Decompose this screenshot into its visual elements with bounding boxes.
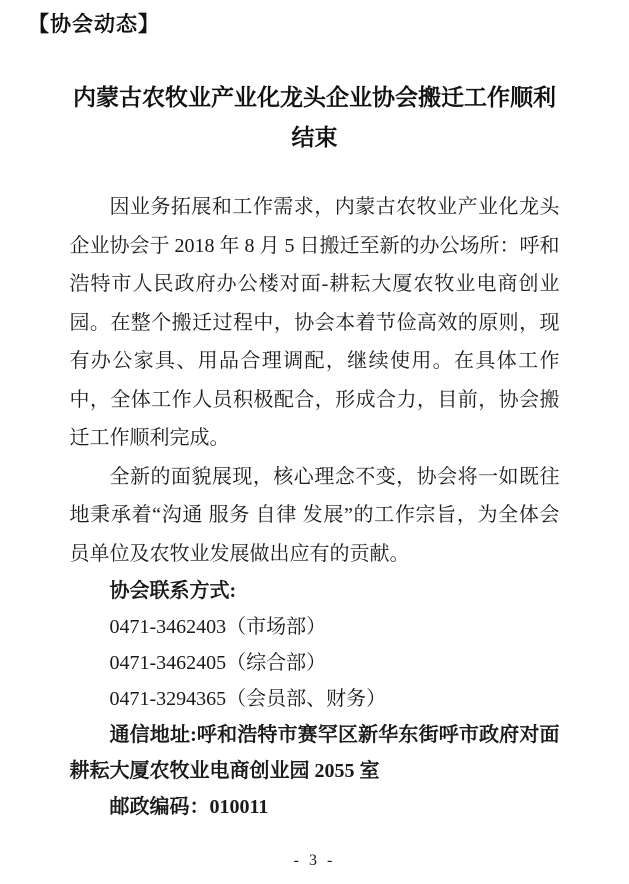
body-paragraph-1: 因业务拓展和工作需求，内蒙古农牧业产业化龙头企业协会于 2018 年 8 月 5 日搬迁至新的办公场所：呼和浩特市人民政府办公楼对面-耕耘大厦农牧业电商创业园。在整个搬迁过程中，协会本着节俭高效的原则，现有办公家具、用品合理调配，继续使用。在具体工作中，全体工作人员积极配合，形成合力，目前，协会搬迁工作顺利完成。: [69, 196, 560, 449]
phone-line-general: 0471-3462405（综合部）: [109, 652, 327, 674]
document-body: [70, 188, 560, 825]
mailing-address: 通信地址:呼和浩特市赛罕区新华东街呼市政府对面耕耘大厦农牧业电商创业园 2055 室: [69, 724, 560, 782]
title-line-2: 结束: [291, 125, 338, 150]
phone-line-members-finance: 0471-3294365（会员部、财务）: [109, 688, 387, 710]
body-paragraph-2: 全新的面貌展现，核心理念不变，协会将一如既往地秉承着“沟通 服务 自律 发展”的工作宗旨，为全体会员单位及农牧业发展做出应有的贡献。: [69, 465, 560, 565]
contact-section: [70, 573, 560, 825]
phone-line-market: 0471-3462403（市场部）: [109, 616, 327, 638]
contact-heading: 协会联系方式:: [109, 580, 237, 602]
postal-code: 邮政编码：010011: [109, 796, 269, 818]
section-label: 【协会动态】: [28, 13, 160, 36]
page-number: - 3 -: [293, 852, 336, 869]
title-line-1: 内蒙古农牧业产业化龙头企业协会搬迁工作顺利: [73, 85, 556, 110]
